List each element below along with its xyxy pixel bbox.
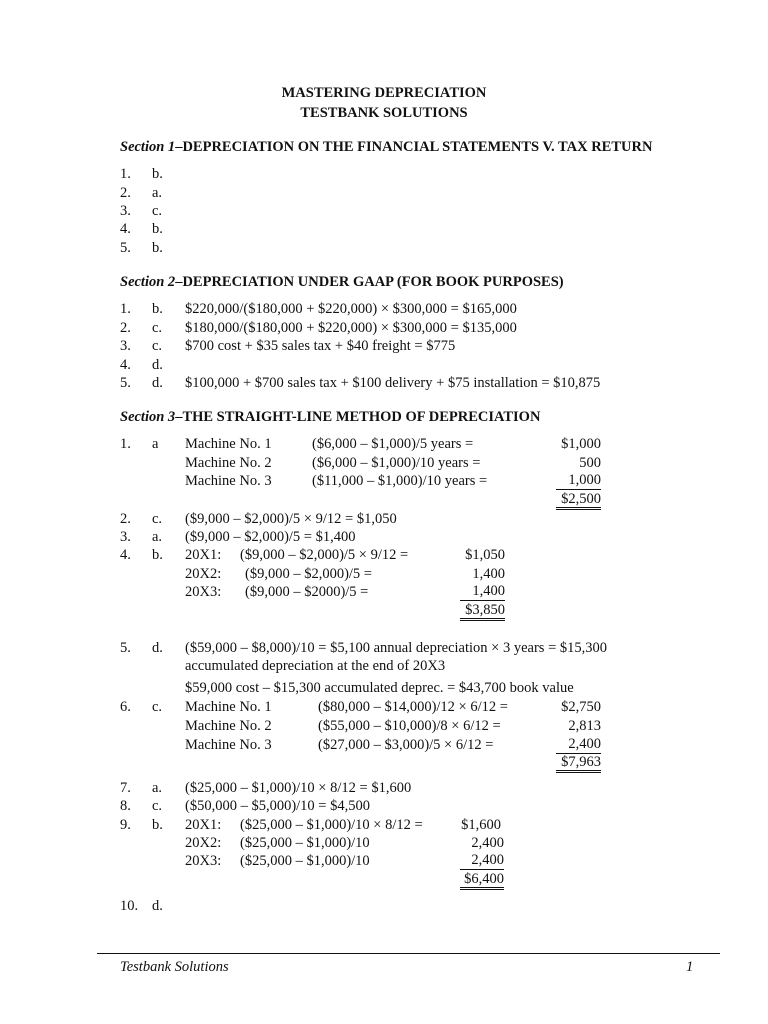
s3-q10-answer: d. — [152, 898, 163, 914]
s3-q9-amount-1: $1,600 — [461, 817, 501, 833]
s3-q9-calc-3: ($25,000 – $1,000)/10 — [240, 853, 370, 869]
footer-title: Testbank Solutions — [120, 959, 229, 975]
s3-q5-work-2: accumulated depreciation at the end of 20X3 — [185, 658, 446, 674]
s1-q5-answer: b. — [152, 240, 163, 256]
section-2-title: –DEPRECIATION UNDER GAAP (FOR BOOK PURPOSES) — [175, 274, 564, 290]
s3-q2-num: 2. — [120, 511, 131, 527]
s3-q9-answer: b. — [152, 817, 163, 833]
s3-q6-amount-1: $2,750 — [561, 699, 601, 715]
s3-q9-num: 9. — [120, 817, 131, 833]
s1-q4-num: 4. — [120, 221, 131, 237]
s3-q9-total: $6,400 — [460, 871, 504, 890]
s3-q6-amount-2: 2,813 — [568, 718, 601, 734]
section-2-label: Section 2 — [120, 274, 176, 290]
section-3-label: Section 3 — [120, 409, 176, 425]
section-3-title: –THE STRAIGHT-LINE METHOD OF DEPRECIATION — [175, 409, 541, 425]
s1-q1-num: 1. — [120, 166, 131, 182]
s2-q3-num: 3. — [120, 338, 131, 354]
s3-q6-machine-3: Machine No. 3 — [185, 737, 272, 753]
s3-q3-num: 3. — [120, 529, 131, 545]
s2-q3-work: $700 cost + $35 sales tax + $40 freight = $775 — [185, 338, 456, 354]
footer-rule — [97, 953, 720, 954]
s3-q8-work: ($50,000 – $5,000)/10 = $4,500 — [185, 798, 370, 814]
s3-q6-calc-1: ($80,000 – $14,000)/12 × 6/12 = — [318, 699, 508, 715]
s3-q6-calc-3: ($27,000 – $3,000)/5 × 6/12 = — [318, 737, 494, 753]
s2-q4-answer: d. — [152, 357, 163, 373]
s3-q4-calc-2: ($9,000 – $2,000)/5 = — [245, 566, 372, 582]
s3-q5-work-1: ($59,000 – $8,000)/10 = $5,100 annual depreciation × 3 years = $15,300 — [185, 640, 607, 656]
s3-q1-machine-2: Machine No. 2 — [185, 455, 272, 471]
s3-q4-amount-2: 1,400 — [472, 566, 505, 582]
s1-q2-answer: a. — [152, 185, 163, 201]
s2-q1-answer: b. — [152, 301, 163, 317]
s3-q2-work: ($9,000 – $2,000)/5 × 9/12 = $1,050 — [185, 511, 397, 527]
document-subtitle: TESTBANK SOLUTIONS — [300, 105, 468, 121]
s3-q6-answer: c. — [152, 699, 163, 715]
s2-q2-work: $180,000/($180,000 + $220,000) × $300,000 = $135,000 — [185, 320, 517, 336]
s3-q4-num: 4. — [120, 547, 131, 563]
s2-q5-work: $100,000 + $700 sales tax + $100 delivery + $75 installation = $10,875 — [185, 375, 601, 391]
s3-q6-num: 6. — [120, 699, 131, 715]
s3-q4-answer: b. — [152, 547, 163, 563]
s3-q5-work-3: $59,000 cost – $15,300 accumulated deprec. = $43,700 book value — [185, 680, 574, 696]
s3-q6-machine-1: Machine No. 1 — [185, 699, 272, 715]
s3-q4-amount-1: $1,050 — [465, 547, 505, 563]
s2-q5-answer: d. — [152, 375, 163, 391]
s3-q6-calc-2: ($55,000 – $10,000)/8 × 6/12 = — [318, 718, 501, 734]
s1-q1-answer: b. — [152, 166, 163, 182]
s3-q4-total: $3,850 — [460, 602, 505, 621]
s1-q2-num: 2. — [120, 185, 131, 201]
s3-q3-work: ($9,000 – $2,000)/5 = $1,400 — [185, 529, 356, 545]
section-1-heading — [120, 138, 652, 156]
s3-q1-calc-2: ($6,000 – $1,000)/10 years = — [312, 455, 481, 471]
s3-q1-answer: a — [152, 436, 159, 452]
s2-q5-num: 5. — [120, 375, 131, 391]
s3-q7-num: 7. — [120, 780, 131, 796]
s3-q4-calc-1: ($9,000 – $2,000)/5 × 9/12 = — [240, 547, 409, 563]
s3-q3-answer: a. — [152, 529, 163, 545]
s3-q9-amount-3: 2,400 — [460, 852, 504, 870]
s3-q4-year-3: 20X3: — [185, 584, 222, 600]
section-1-label: Section 1 — [120, 139, 176, 155]
s3-q1-num: 1. — [120, 436, 131, 452]
s3-q1-amount-3: 1,000 — [556, 472, 601, 490]
s3-q10-num: 10. — [120, 898, 139, 914]
s1-q3-num: 3. — [120, 203, 131, 219]
section-1-title: –DEPRECIATION ON THE FINANCIAL STATEMENTS V. TAX RETURN — [175, 139, 653, 155]
s3-q6-total: $7,963 — [556, 754, 601, 773]
s3-q9-year-3: 20X3: — [185, 853, 222, 869]
s3-q8-answer: c. — [152, 798, 163, 814]
section-2-heading — [120, 273, 564, 291]
s3-q9-amount-2: 2,400 — [471, 835, 504, 851]
s3-q1-calc-3: ($11,000 – $1,000)/10 years = — [312, 473, 488, 489]
s2-q1-work: $220,000/($180,000 + $220,000) × $300,000 = $165,000 — [185, 301, 517, 317]
s3-q2-answer: c. — [152, 511, 163, 527]
s2-q2-num: 2. — [120, 320, 131, 336]
s3-q6-machine-2: Machine No. 2 — [185, 718, 272, 734]
s2-q3-answer: c. — [152, 338, 163, 354]
s1-q4-answer: b. — [152, 221, 163, 237]
s3-q9-calc-2: ($25,000 – $1,000)/10 — [240, 835, 370, 851]
s3-q8-num: 8. — [120, 798, 131, 814]
s3-q9-calc-1: ($25,000 – $1,000)/10 × 8/12 = — [240, 817, 423, 833]
s3-q7-work: ($25,000 – $1,000)/10 × 8/12 = $1,600 — [185, 780, 412, 796]
s3-q1-amount-1: $1,000 — [561, 436, 601, 452]
page-number: 1 — [686, 959, 694, 975]
s3-q4-year-1: 20X1: — [185, 547, 222, 563]
s3-q7-answer: a. — [152, 780, 163, 796]
document-title: MASTERING DEPRECIATION — [281, 85, 487, 101]
s2-q1-num: 1. — [120, 301, 131, 317]
s3-q1-calc-1: ($6,000 – $1,000)/5 years = — [312, 436, 474, 452]
s3-q4-amount-3: 1,400 — [460, 583, 505, 601]
s3-q6-amount-3: 2,400 — [556, 736, 601, 754]
s1-q3-answer: c. — [152, 203, 163, 219]
s3-q5-num: 5. — [120, 640, 131, 656]
s3-q1-machine-1: Machine No. 1 — [185, 436, 272, 452]
s3-q9-year-1: 20X1: — [185, 817, 222, 833]
s3-q4-calc-3: ($9,000 – $2000)/5 = — [245, 584, 369, 600]
s3-q9-year-2: 20X2: — [185, 835, 222, 851]
s2-q4-num: 4. — [120, 357, 131, 373]
s3-q5-answer: d. — [152, 640, 163, 656]
section-3-heading — [120, 408, 540, 426]
s3-q1-amount-2: 500 — [579, 455, 601, 471]
s3-q4-year-2: 20X2: — [185, 566, 222, 582]
s3-q1-machine-3: Machine No. 3 — [185, 473, 272, 489]
s3-q1-total: $2,500 — [556, 491, 601, 510]
s2-q2-answer: c. — [152, 320, 163, 336]
s1-q5-num: 5. — [120, 240, 131, 256]
